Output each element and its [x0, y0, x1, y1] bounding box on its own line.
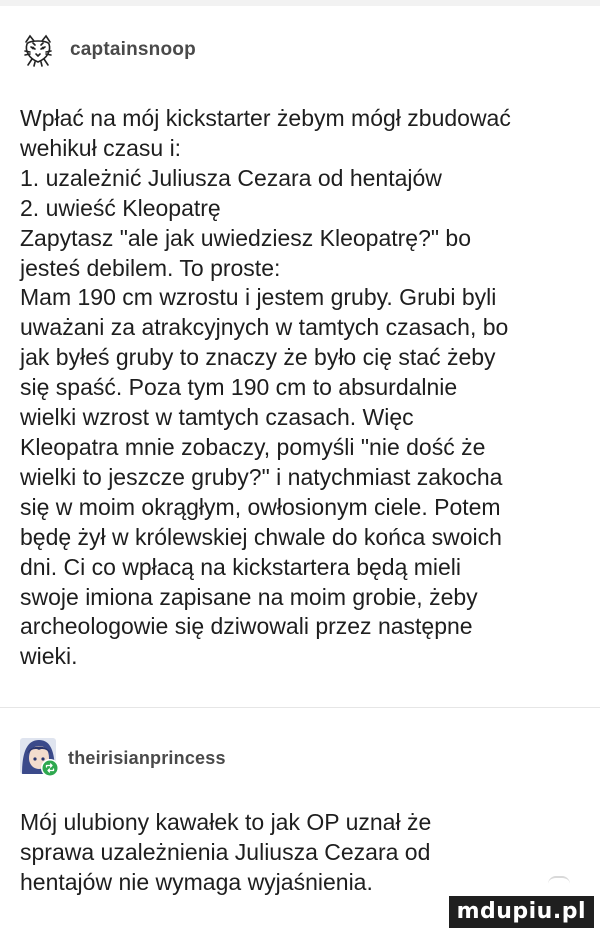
post-line: Wpłać na mój kickstarter żebym mógł zbudować — [20, 105, 511, 131]
post-captainsnoop — [20, 30, 590, 672]
author-name[interactable]: theirisianprincess — [68, 747, 226, 768]
watermark-ghost-icon — [548, 876, 570, 888]
post-line: swoje imiona zapisane na moim grobie, żeby — [20, 583, 478, 610]
post-line: jesteś debilem. To proste: — [20, 254, 281, 281]
post-line: wieki. — [20, 643, 78, 670]
post-line: Mój ulubiony kawałek to jak OP uznał że — [20, 809, 432, 835]
post-line: Kleopatra mnie zobaczy, pomyśli "nie dość że — [20, 433, 486, 460]
post-line: 2. uwieść Kleopatrę — [20, 194, 221, 221]
post-line: uważani za atrakcyjnych w tamtych czasach, bo — [20, 314, 509, 341]
post-body — [20, 104, 590, 672]
reblog-icon — [41, 759, 59, 777]
post-line: wehikuł czasu i: — [20, 134, 182, 161]
post-line: hentajów nie wymaga wyjaśnienia. — [20, 868, 373, 895]
author-name[interactable]: captainsnoop — [70, 39, 196, 60]
watermark: mdupiu.pl — [449, 896, 594, 928]
post-body — [20, 808, 590, 898]
post-line: się w moim okrągłym, owłosionym ciele. Potem — [20, 493, 501, 520]
post-line: będę żył w królewskiej chwale do końca swoich — [20, 523, 502, 550]
post-line: dni. Ci co wpłacą na kickstartera będą mieli — [20, 553, 462, 580]
post-line: się spaść. Poza tym 190 cm to absurdalnie — [20, 374, 458, 401]
post-line: archeologowie się dziwowali przez następne — [20, 613, 473, 640]
tiger-sketch-icon[interactable] — [20, 32, 56, 68]
post-header — [20, 30, 590, 70]
post-divider — [0, 707, 600, 708]
post-header — [20, 738, 590, 778]
post-line: Mam 190 cm wzrostu i jestem gruby. Grubi byli — [20, 284, 497, 311]
post-line: wielki wzrost w tamtych czasach. Więc — [20, 404, 414, 431]
post-line: wielki to jeszcze gruby?" i natychmiast zakocha — [20, 463, 503, 490]
post-line: sprawa uzależnienia Juliusza Cezara od — [20, 838, 431, 865]
post-line: Zapytasz "ale jak uwiedziesz Kleopatrę?" bo — [20, 224, 472, 251]
anime-avatar-icon[interactable] — [20, 738, 60, 778]
top-divider — [0, 0, 600, 6]
post-line: jak byłeś gruby to znaczy że było cię stać żeby — [20, 344, 496, 371]
post-theirisianprincess — [20, 738, 590, 898]
post-line: 1. uzależnić Juliusza Cezara od hentajów — [20, 164, 442, 191]
